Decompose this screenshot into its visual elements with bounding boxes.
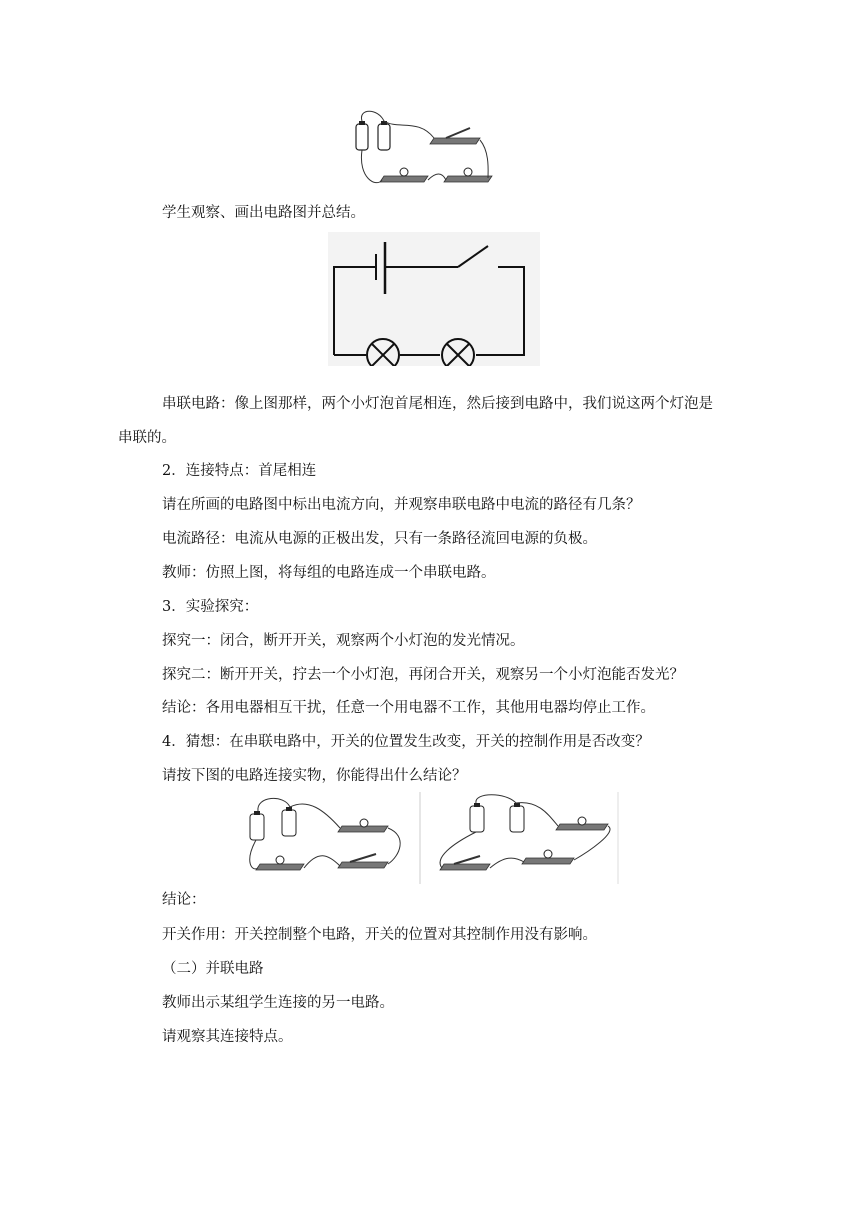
series-circuit-diagram-icon — [328, 232, 540, 366]
switch-position-photos — [238, 792, 622, 884]
paragraph: 3．实验探究： — [162, 599, 259, 615]
paragraph: （二）并联电路 — [162, 961, 264, 977]
paragraph: 学生观察、画出电路图并总结。 — [162, 205, 365, 221]
paragraph: 2．连接特点：首尾相连 — [162, 463, 317, 479]
paragraph: 请按下图的电路连接实物，你能得出什么结论？ — [162, 768, 467, 784]
paragraph: 请在所画的电路图中标出电流方向，并观察串联电路中电流的路径有几条？ — [162, 497, 641, 513]
paragraph: 电流路径：电流从电源的正极出发，只有一条路径流回电源的负极。 — [162, 531, 597, 547]
paragraph: 探究二：断开开关，拧去一个小灯泡，再闭合开关，观察另一个小灯泡能否发光？ — [162, 667, 684, 683]
paragraph: 探究一：闭合，断开开关，观察两个小灯泡的发光情况。 — [162, 633, 525, 649]
paragraph: 开关作用：开关控制整个电路，开关的位置对其控制作用没有影响。 — [162, 927, 597, 943]
paragraph: 结论： — [162, 892, 206, 908]
series-circuit-photo-icon — [348, 108, 496, 192]
paragraph: 4．猜想：在串联电路中，开关的位置发生改变，开关的控制作用是否改变？ — [162, 734, 650, 750]
paragraph: 串联电路：像上图那样，两个小灯泡首尾相连，然后接到电路中，我们说这两个灯泡是 — [162, 396, 713, 412]
paragraph: 教师：仿照上图，将每组的电路连成一个串联电路。 — [162, 565, 496, 581]
paragraph: 串联的。 — [118, 430, 176, 446]
paragraph: 结论：各用电器相互干扰，任意一个用电器不工作，其他用电器均停止工作。 — [162, 700, 655, 716]
paragraph: 请观察其连接特点。 — [162, 1029, 293, 1045]
series-circuit-diagram — [328, 232, 540, 366]
switch-position-circuit-photos-icon — [238, 792, 622, 884]
paragraph: 教师出示某组学生连接的另一电路。 — [162, 995, 394, 1011]
series-circuit-photo — [348, 108, 496, 192]
